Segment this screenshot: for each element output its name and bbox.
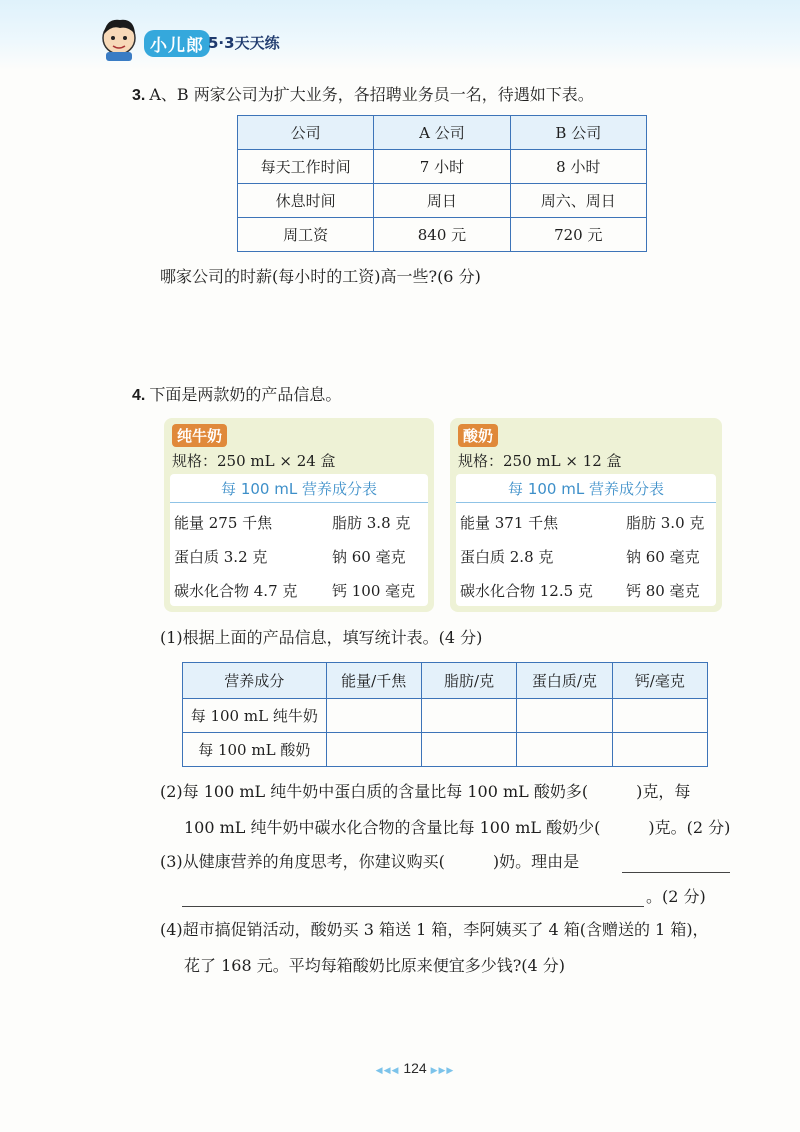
product-card-milk — [164, 418, 434, 612]
q4-part3-line1 — [160, 851, 579, 873]
table-row — [183, 733, 708, 767]
divider — [170, 502, 428, 503]
q3-stem-text: A、B 两家公司为扩大业务，各招聘业务员一名，待遇如下表。 — [149, 85, 594, 104]
answer-cell[interactable] — [326, 699, 421, 733]
table-row — [238, 184, 647, 218]
left-arrows-icon: ◀◀◀ — [375, 1065, 400, 1075]
nutrient-item: 钠 60 毫克 — [626, 548, 700, 566]
part2-text: )克，每 — [636, 782, 691, 801]
table-cell: 休息时间 — [238, 184, 374, 218]
card-title: 纯牛奶 — [172, 424, 227, 447]
card-spec: 规格：250 mL × 12 盒 — [458, 452, 622, 470]
q4-part3-end: 。(2 分) — [646, 887, 706, 906]
table-header-cell: 钙/毫克 — [612, 663, 707, 699]
table-row — [238, 218, 647, 252]
q4-part2-line2 — [184, 817, 730, 839]
card-title: 酸奶 — [458, 424, 498, 447]
q3-question: 哪家公司的时薪(每小时的工资)高一些?(6 分) — [160, 267, 481, 286]
answer-cell[interactable] — [517, 733, 612, 767]
q4-part1: (1)根据上面的产品信息，填写统计表。(4 分) — [160, 628, 483, 647]
brand-name: 小儿郎 — [144, 30, 210, 57]
right-arrows-icon: ▶▶▶ — [430, 1065, 455, 1075]
table-row — [238, 150, 647, 184]
q4-part4-line2: 花了 168 元。平均每箱酸奶比原来便宜多少钱?(4 分) — [184, 956, 566, 975]
table-header-cell: 公司 — [238, 116, 374, 150]
answer-line[interactable] — [622, 872, 730, 873]
divider — [456, 502, 716, 503]
q4-stem-text: 下面是两款奶的产品信息。 — [149, 385, 342, 404]
answer-blank[interactable] — [600, 832, 648, 833]
table-cell: 7 小时 — [374, 150, 510, 184]
table-cell: 720 元 — [510, 218, 646, 252]
table-header-cell: B 公司 — [510, 116, 646, 150]
nutrient-item: 钠 60 毫克 — [332, 548, 406, 566]
answer-cell[interactable] — [612, 733, 707, 767]
nutrient-item: 脂肪 3.0 克 — [626, 514, 705, 532]
part2-text: 100 mL 纯牛奶中碳水化合物的含量比每 100 mL 酸奶少( — [184, 818, 601, 837]
table-cell: 周日 — [374, 184, 510, 218]
answer-cell[interactable] — [421, 699, 516, 733]
part2-text: (2)每 100 mL 纯牛奶中蛋白质的含量比每 100 mL 酸奶多( — [160, 782, 589, 801]
table-row — [183, 699, 708, 733]
answer-blank[interactable] — [445, 866, 493, 867]
table-cell: 周六、周日 — [510, 184, 646, 218]
nutrient-item: 蛋白质 2.8 克 — [460, 548, 554, 566]
series-name: 5·3天天练 — [208, 34, 280, 52]
q4-part2-line1 — [160, 781, 690, 803]
answer-cell[interactable] — [326, 733, 421, 767]
table-cell: 每 100 mL 纯牛奶 — [183, 699, 327, 733]
nutrient-item: 钙 80 毫克 — [626, 582, 700, 600]
panel-title: 每 100 mL 营养成分表 — [508, 480, 664, 498]
answer-blank[interactable] — [588, 796, 636, 797]
table-row — [238, 116, 647, 150]
table-header-cell: 能量/千焦 — [326, 663, 421, 699]
page-number: 124 — [403, 1060, 427, 1076]
q4-stem — [132, 384, 341, 407]
table-header-cell: 脂肪/克 — [421, 663, 516, 699]
product-card-yogurt — [450, 418, 722, 612]
nutrient-item: 能量 371 千焦 — [460, 514, 559, 532]
answer-cell[interactable] — [421, 733, 516, 767]
nutrient-item: 能量 275 千焦 — [174, 514, 273, 532]
q4-part4-line1: (4)超市搞促销活动，酸奶买 3 箱送 1 箱，李阿姨买了 4 箱(含赠送的 1 箱)， — [160, 920, 709, 939]
answer-cell[interactable] — [517, 699, 612, 733]
nutrient-item: 钙 100 毫克 — [332, 582, 416, 600]
part3-text: )奶。理由是 — [492, 852, 580, 871]
answer-cell[interactable] — [612, 699, 707, 733]
nutrient-item: 碳水化合物 4.7 克 — [174, 582, 298, 600]
table-cell: 8 小时 — [510, 150, 646, 184]
nutrient-item: 碳水化合物 12.5 克 — [460, 582, 593, 600]
part2-text: )克。(2 分) — [648, 818, 731, 837]
part3-text: (3)从健康营养的角度思考，你建议购买( — [160, 852, 445, 871]
mascot-icon — [98, 14, 140, 62]
q4-number: 4. — [132, 387, 146, 404]
card-spec: 规格：250 mL × 24 盒 — [172, 452, 336, 470]
answer-line[interactable] — [182, 906, 644, 907]
nutrition-panel — [456, 474, 716, 606]
q3-number: 3. — [132, 87, 146, 104]
page-footer — [360, 1060, 470, 1076]
table-cell: 840 元 — [374, 218, 510, 252]
q3-table — [237, 115, 647, 252]
table-cell: 每 100 mL 酸奶 — [183, 733, 327, 767]
header-logo — [98, 14, 298, 64]
table-cell: 周工资 — [238, 218, 374, 252]
nutrition-panel — [170, 474, 428, 606]
panel-title: 每 100 mL 营养成分表 — [221, 480, 377, 498]
table-cell: 每天工作时间 — [238, 150, 374, 184]
table-row — [183, 663, 708, 699]
nutrient-item: 脂肪 3.8 克 — [332, 514, 411, 532]
table-header-cell: 营养成分 — [183, 663, 327, 699]
q3-stem — [132, 84, 594, 107]
nutrient-item: 蛋白质 3.2 克 — [174, 548, 268, 566]
stat-table — [182, 662, 708, 767]
table-header-cell: A 公司 — [374, 116, 510, 150]
table-header-cell: 蛋白质/克 — [517, 663, 612, 699]
